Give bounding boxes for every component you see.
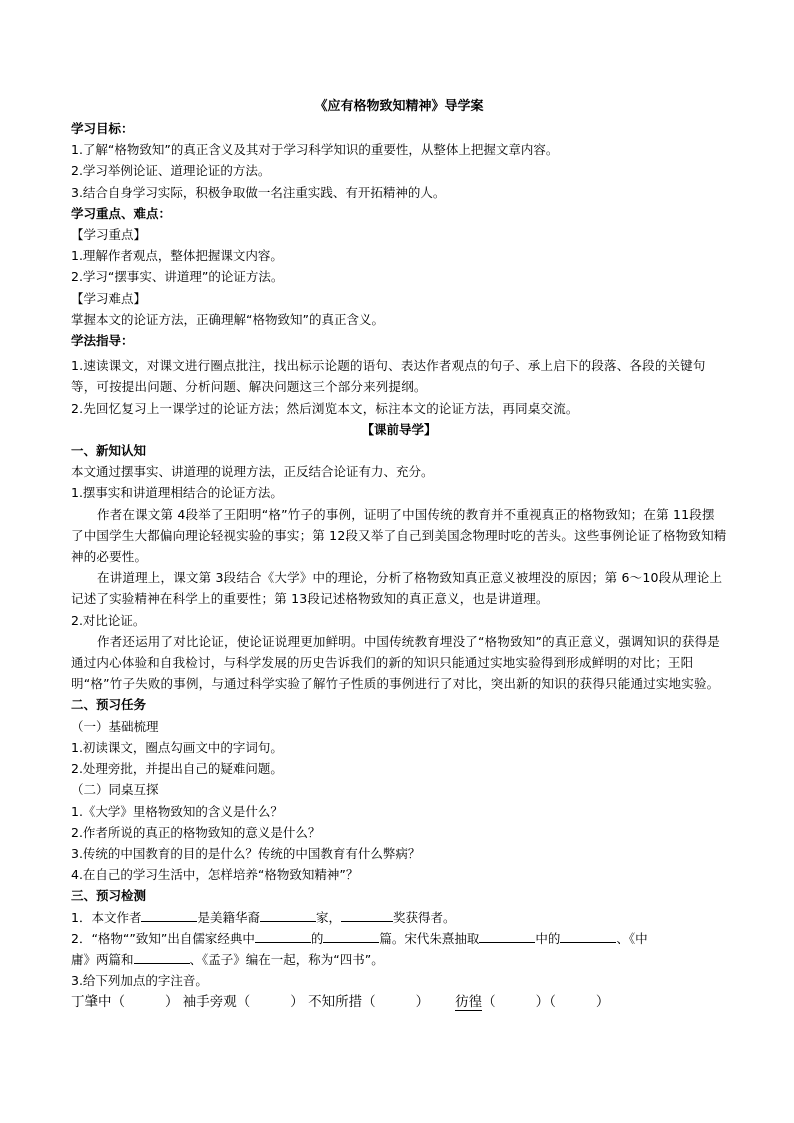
- goal-item: 2.学习举例论证、道理论证的方法。: [71, 163, 271, 179]
- method-paragraph-1: 1.速读课文，对课文进行圈点批注，找出标示论题的语句、表达作者观点的句子、承上启下的段落、各段的关键句等，可按提出问题、分析问题、解决问题这三个部分来列提纲。: [71, 358, 706, 395]
- section2-part2-item: 3.传统的中国教育的目的是什么？传统的中国教育有什么弊病？: [71, 845, 421, 861]
- difficulty-text: 掌握本文的论证方法，正确理解“格物致知”的真正含义。: [71, 311, 384, 327]
- section1-sub1: 1.摆事实和讲道理相结合的论证方法。: [71, 485, 283, 501]
- method-paragraph-2: 2.先回忆复习上一课学过的论证方法；然后浏览本文，标注本文的论证方法，再同桌交流。: [71, 400, 579, 416]
- pinyin-row: [71, 991, 727, 1013]
- section2-part2-item: 2.作者所说的真正的格物致知的意义是什么？: [71, 824, 321, 840]
- answer-blank[interactable]: [341, 909, 393, 922]
- section2-part2-label: （二）同桌互探: [71, 782, 159, 798]
- goals-heading: 学习目标：: [71, 121, 134, 136]
- answer-blank[interactable]: [479, 930, 535, 943]
- question-text: 、《中: [616, 930, 648, 946]
- section3-heading: 三、预习检测: [71, 888, 147, 904]
- answer-blank[interactable]: [323, 930, 379, 943]
- question-2-continued: [71, 949, 727, 970]
- section1-intro: 本文通过摆事实、讲道理的说理方法，正反结合论证有力、充分。: [71, 464, 434, 480]
- section2-part1-item: 2.处理旁批，并提出自己的疑难问题。: [71, 761, 283, 777]
- pinyin-word: （: [482, 994, 496, 1011]
- section1-sub1-paragraph-1: 作者在课文第 4段举了王阳明“格”竹子的事例，证明了中国传统的教育并不重视真正的格物致知；在第 11段摆了中国学生大都偏向理论轻视实验的事实；第 12段又举了自己到美国念物理时吃的苦头。这些事例论证了格物致知精神的必要性。: [71, 506, 727, 565]
- section2-part2-item: 4.在自己的学习生活中，怎样培养“格物致知精神”？: [71, 867, 359, 883]
- answer-blank[interactable]: [560, 930, 616, 943]
- question-text: 是美籍华裔: [197, 909, 260, 925]
- difficulty-label: 【学习难点】: [71, 290, 147, 306]
- preview-title: 【课前导学】: [361, 421, 437, 437]
- section1-sub2-paragraph: 作者还运用了对比论证，使论证说理更加鲜明。中国传统教育埋没了“格物致知”的真正意义，强调知识的获得是通过内心体验和自我检讨，与科学发展的历史告诉我们的新的知识只能通过实地实验得到形成鲜明的对比；王阳明“格”竹子失败的事例，与通过科学实验了解竹子性质的事例进行了对比，突出新的知识的获得只能通过实地实验。: [71, 633, 720, 692]
- section1-sub1-paragraph-2: 在讲道理上，课文第 3段结合《大学》中的理论，分析了格物致知真正意义被埋没的原因；第 6～10段从理论上记述了实验精神在科学上的重要性；第 13段记述格物致知的真正意义，也是讲道理。: [71, 570, 723, 607]
- question-text: 的: [310, 930, 324, 946]
- section2-part1-label: （一）基础梳理: [71, 718, 159, 734]
- question-text: 1．本文作者: [71, 909, 142, 925]
- pinyin-word: ）: [595, 994, 610, 1011]
- page-title: 《应有格物致知精神》导学案: [314, 99, 484, 114]
- answer-blank[interactable]: [260, 909, 316, 922]
- document-page: [71, 96, 727, 1013]
- question-text: 家，: [315, 909, 341, 925]
- section2-heading: 二、预习任务: [71, 697, 147, 713]
- method-heading: 学法指导：: [71, 333, 134, 349]
- section1-heading: 一、新知认知: [71, 443, 147, 459]
- question-text: 奖获得者。: [392, 909, 456, 925]
- question-text: 中的: [535, 930, 561, 946]
- pinyin-word: ） 袖手旁观（: [165, 994, 251, 1011]
- pinyin-word: 彷徨: [455, 994, 483, 1011]
- focus-item: 2.学习“摆事实、讲道理”的论证方法。: [71, 269, 284, 285]
- focus-item: 1.理解作者观点，整体把握课文内容。: [71, 248, 283, 264]
- pinyin-word: ） 不知所措（: [290, 994, 376, 1011]
- question-text: 篇。宋代朱熹抽取: [379, 930, 480, 946]
- question-2: [71, 928, 727, 949]
- answer-blank[interactable]: [141, 909, 197, 922]
- goal-item: 3.结合自身学习实际，积极争取做一名注重实践、有开拓精神的人。: [71, 184, 446, 200]
- question-text: 2．“格物“”致知”出自儒家经典中: [71, 930, 255, 946]
- keypoints-heading: 学习重点、难点：: [71, 205, 172, 221]
- question-text: 、《孟子》编在一起，称为“四书”。: [189, 951, 384, 967]
- pinyin-word: ）: [415, 994, 430, 1011]
- pinyin-word: 丁肇中（: [71, 994, 125, 1011]
- question-3: 3.给下列加点的字注音。: [71, 973, 208, 989]
- answer-blank[interactable]: [134, 951, 190, 964]
- pinyin-word: ）（: [535, 994, 556, 1011]
- question-text: 庸》两篇和: [71, 951, 134, 967]
- goal-item: 1.了解“格物致知”的真正含义及其对于学习科学知识的重要性，从整体上把握文章内容。: [71, 142, 559, 158]
- section1-sub2: 2.对比论证。: [71, 612, 146, 628]
- question-1: [71, 907, 727, 928]
- section2-part2-item: 1.《大学》里格物致知的含义是什么？: [71, 803, 283, 819]
- answer-blank[interactable]: [255, 930, 311, 943]
- section2-part1-item: 1.初读课文，圈点勾画文中的字词句。: [71, 739, 283, 755]
- focus-label: 【学习重点】: [71, 227, 147, 243]
